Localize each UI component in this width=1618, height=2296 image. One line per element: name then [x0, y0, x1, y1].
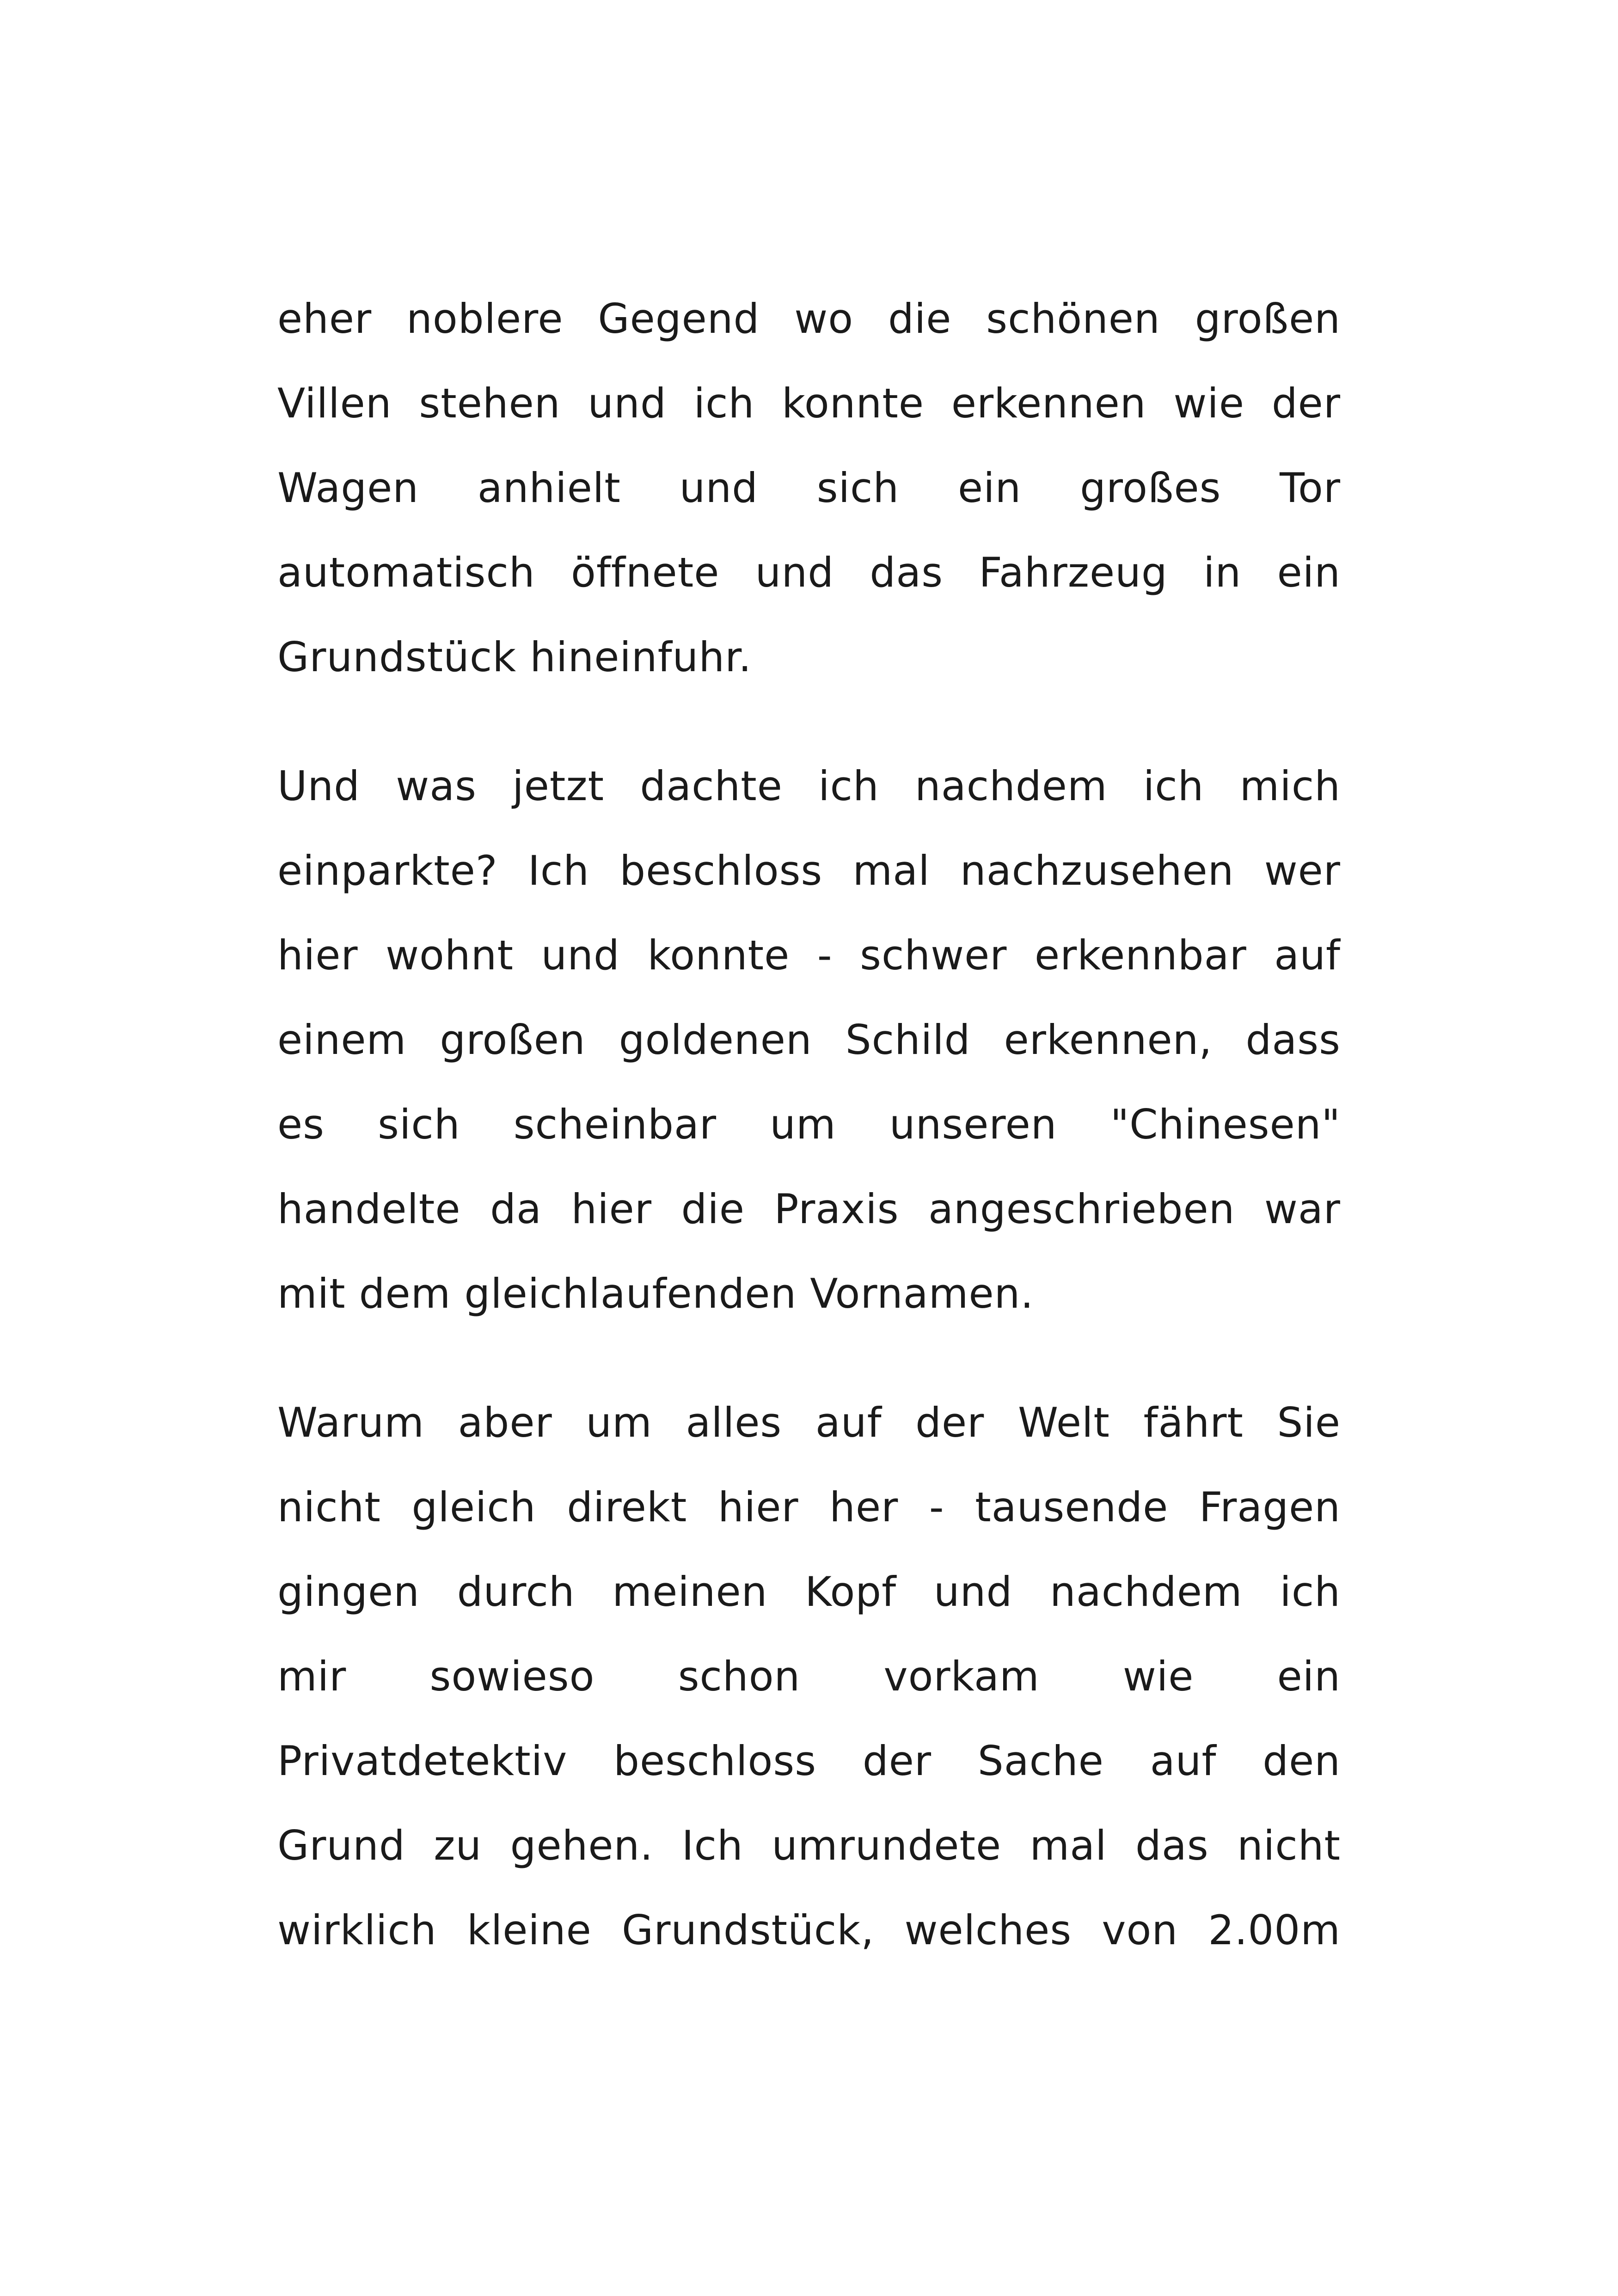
body-text [277, 276, 1341, 1972]
paragraph-2 [277, 744, 1341, 1336]
paragraph-3 [277, 1380, 1341, 1972]
text-line: Grundstück hineinfuhr. [277, 633, 752, 681]
text-line: Und was jetzt dachte ich nachdem ich mich [277, 762, 1341, 810]
text-line: hier wohnt und konnte - schwer erkennbar auf [277, 931, 1341, 979]
text-line: eher noblere Gegend wo die schönen großen [277, 295, 1341, 343]
text-line: gingen durch meinen Kopf und nachdem ich [277, 1568, 1341, 1616]
text-line: es sich scheinbar um unseren "Chinesen" [277, 1101, 1341, 1148]
text-line: einem großen goldenen Schild erkennen, dass [277, 1016, 1341, 1064]
text-line: mir sowieso schon vorkam wie ein [277, 1653, 1341, 1700]
text-line: Privatdetektiv beschloss der Sache auf den [277, 1737, 1341, 1785]
text-line: Wagen anhielt und sich ein großes Tor [277, 464, 1341, 512]
text-line: Grund zu gehen. Ich umrundete mal das nicht [277, 1822, 1341, 1869]
text-line: automatisch öffnete und das Fahrzeug in ein [277, 549, 1341, 596]
text-line: einparkte? Ich beschloss mal nachzusehen wer [277, 847, 1341, 894]
text-line: wirklich kleine Grundstück, welches von 2.00m [277, 1906, 1341, 1954]
text-line: mit dem gleichlaufenden Vornamen. [277, 1270, 1034, 1317]
text-line: handelte da hier die Praxis angeschrieben war [277, 1185, 1341, 1233]
text-line: Warum aber um alles auf der Welt fährt Sie [277, 1399, 1341, 1446]
text-line: Villen stehen und ich konnte erkennen wie der [277, 380, 1341, 427]
paragraph-1 [277, 276, 1341, 699]
text-line: nicht gleich direkt hier her - tausende Fragen [277, 1483, 1341, 1531]
